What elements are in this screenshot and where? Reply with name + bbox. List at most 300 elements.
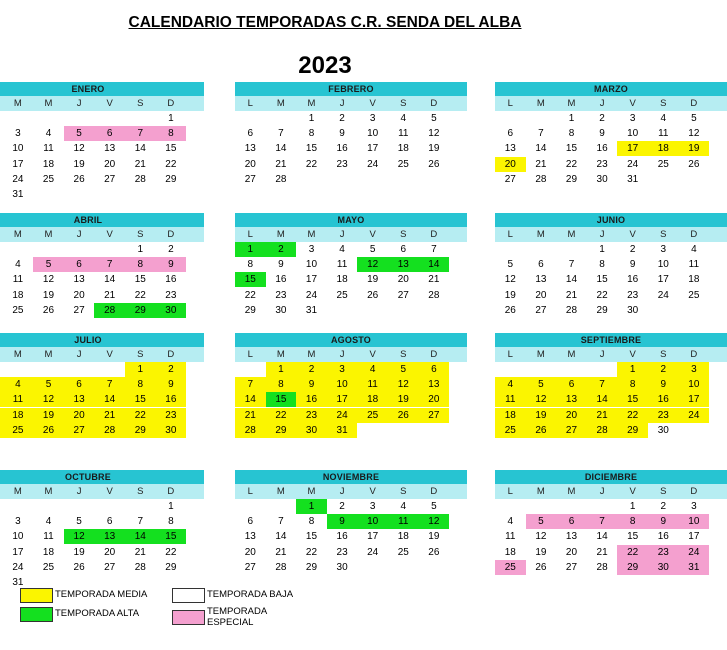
day-cell: 11 bbox=[658, 128, 669, 140]
day-cell: 30 bbox=[657, 424, 669, 436]
day-cell: 28 bbox=[565, 304, 578, 316]
weekday-label: J bbox=[76, 349, 82, 360]
day-cell: 27 bbox=[556, 423, 587, 438]
weekday-label: M bbox=[44, 229, 53, 240]
day-cell: 4 bbox=[507, 516, 514, 528]
day-cell: 21 bbox=[587, 408, 618, 423]
day-cell: 15 bbox=[156, 529, 187, 544]
day-cell: 30 bbox=[156, 303, 187, 318]
day-cell: 8 bbox=[247, 259, 254, 271]
day-cell: 11 bbox=[495, 392, 526, 407]
weekday-label: M bbox=[567, 486, 576, 497]
weekday-label: D bbox=[690, 486, 698, 497]
day-cell: 26 bbox=[428, 158, 440, 170]
day-cell: 1 bbox=[617, 362, 648, 377]
day-cell: 26 bbox=[535, 561, 547, 573]
day-cell: 1 bbox=[629, 501, 636, 512]
day-cell: 29 bbox=[125, 303, 156, 318]
day-cell: 12 bbox=[64, 529, 95, 544]
weekday-label: V bbox=[106, 349, 113, 360]
day-cell: 17 bbox=[657, 274, 669, 286]
day-cell: 20 bbox=[64, 408, 95, 423]
day-cell: 10 bbox=[305, 259, 318, 271]
day-cell: 28 bbox=[94, 303, 125, 318]
day-cell: 21 bbox=[235, 408, 266, 423]
day-cell: 26 bbox=[367, 289, 379, 301]
day-cell: 17 bbox=[12, 546, 24, 558]
weekday-label: M bbox=[536, 229, 545, 240]
day-cell: 22 bbox=[596, 289, 608, 301]
day-cell: 24 bbox=[327, 408, 358, 423]
day-cell: 31 bbox=[305, 304, 318, 316]
day-cell: 29 bbox=[244, 304, 256, 316]
weekday-label: S bbox=[137, 98, 144, 109]
day-cell: 17 bbox=[617, 141, 648, 156]
weekday-label: D bbox=[690, 349, 698, 360]
day-cell: 29 bbox=[125, 423, 156, 438]
day-cell: 25 bbox=[3, 423, 34, 438]
day-cell: 6 bbox=[94, 126, 125, 141]
day-cell: 25 bbox=[495, 423, 526, 438]
day-cell: 5 bbox=[76, 516, 82, 528]
day-cell: 14 bbox=[104, 274, 116, 286]
day-cell: 1 bbox=[168, 501, 174, 512]
month-header: DICIEMBRE bbox=[495, 470, 727, 484]
day-cell: 14 bbox=[275, 143, 287, 155]
day-cell: 7 bbox=[137, 516, 144, 528]
day-cell: 11 bbox=[505, 531, 516, 543]
day-cell: 1 bbox=[599, 244, 605, 255]
day-cell: 13 bbox=[244, 531, 256, 543]
day-cell: 13 bbox=[73, 274, 85, 286]
day-cell: 23 bbox=[296, 408, 327, 423]
day-cell: 17 bbox=[305, 274, 318, 286]
weekday-label: M bbox=[276, 349, 285, 360]
day-cell: 20 bbox=[244, 158, 256, 170]
day-cell: 21 bbox=[596, 546, 608, 558]
weekday-label: D bbox=[430, 98, 438, 109]
day-cell: 13 bbox=[419, 377, 450, 392]
day-cell: 5 bbox=[431, 501, 437, 512]
day-cell: 7 bbox=[278, 128, 284, 140]
day-cell: 28 bbox=[94, 423, 125, 438]
day-cell: 4 bbox=[691, 244, 697, 255]
weekday-label: V bbox=[106, 229, 113, 240]
day-cell: 23 bbox=[165, 289, 177, 301]
day-cell: 16 bbox=[596, 143, 608, 155]
day-cell: 17 bbox=[12, 158, 24, 170]
day-cell: 22 bbox=[165, 546, 177, 558]
day-cell: 19 bbox=[504, 289, 516, 301]
day-cell: 11 bbox=[43, 143, 54, 155]
day-cell: 8 bbox=[168, 516, 174, 528]
day-cell: 1 bbox=[266, 362, 297, 377]
weekday-label: V bbox=[106, 486, 113, 497]
day-cell: 27 bbox=[73, 304, 85, 316]
weekday-label: M bbox=[276, 229, 285, 240]
day-cell: 8 bbox=[125, 377, 156, 392]
weekday-label: D bbox=[167, 229, 175, 240]
weekday-label: L bbox=[247, 486, 253, 497]
day-cell: 21 bbox=[134, 546, 146, 558]
day-cell: 3 bbox=[308, 244, 315, 255]
day-cell: 18 bbox=[397, 143, 409, 155]
day-cell: 22 bbox=[165, 158, 177, 170]
day-cell: 6 bbox=[556, 514, 587, 529]
day-cell: 3 bbox=[327, 362, 358, 377]
weekday-label: M bbox=[536, 486, 545, 497]
day-cell: 30 bbox=[648, 560, 679, 575]
legend-swatch-alta bbox=[20, 607, 53, 622]
day-cell: 30 bbox=[596, 173, 608, 185]
day-cell: 6 bbox=[64, 377, 95, 392]
day-cell: 15 bbox=[617, 392, 648, 407]
legend-label-especial: TEMPORADA ESPECIAL bbox=[207, 606, 267, 628]
weekday-label: J bbox=[599, 349, 605, 360]
day-cell: 24 bbox=[367, 158, 379, 170]
weekday-label: D bbox=[167, 98, 175, 109]
day-cell: 21 bbox=[275, 158, 287, 170]
day-cell: 24 bbox=[12, 173, 24, 185]
day-cell: 4 bbox=[357, 362, 388, 377]
day-cell: 4 bbox=[15, 259, 21, 271]
day-cell: 2 bbox=[156, 362, 187, 377]
day-cell: 4 bbox=[45, 128, 52, 140]
day-cell: 24 bbox=[679, 545, 710, 560]
weekday-label: V bbox=[629, 98, 636, 109]
weekday-label: M bbox=[13, 349, 22, 360]
month-header: NOVIEMBRE bbox=[235, 470, 467, 484]
weekday-label: L bbox=[507, 98, 513, 109]
day-cell: 5 bbox=[431, 113, 437, 124]
day-cell: 18 bbox=[3, 408, 34, 423]
day-cell: 5 bbox=[369, 244, 376, 255]
day-cell: 14 bbox=[535, 143, 547, 155]
day-cell: 15 bbox=[266, 392, 297, 407]
day-cell: 21 bbox=[428, 274, 440, 286]
month-header: OCTUBRE bbox=[0, 470, 204, 484]
day-cell: 25 bbox=[12, 304, 24, 316]
day-cell: 18 bbox=[397, 531, 409, 543]
day-cell: 19 bbox=[42, 289, 55, 301]
weekday-label: M bbox=[13, 229, 22, 240]
day-cell: 9 bbox=[648, 514, 679, 529]
day-cell: 30 bbox=[275, 304, 287, 316]
day-cell: 19 bbox=[73, 546, 85, 558]
legend-item-especial bbox=[172, 607, 277, 628]
day-cell: 17 bbox=[679, 392, 710, 407]
day-cell: 12 bbox=[526, 392, 557, 407]
day-cell: 14 bbox=[565, 274, 578, 286]
weekday-label: V bbox=[369, 349, 376, 360]
day-cell: 8 bbox=[599, 259, 605, 271]
weekday-label: S bbox=[400, 486, 407, 497]
day-cell: 7 bbox=[94, 377, 125, 392]
month-header: MAYO bbox=[235, 213, 467, 227]
day-cell: 15 bbox=[565, 143, 578, 155]
weekday-label: J bbox=[339, 349, 345, 360]
day-cell: 28 bbox=[235, 423, 266, 438]
day-cell: 27 bbox=[397, 289, 409, 301]
day-cell: 28 bbox=[134, 561, 146, 573]
day-cell: 3 bbox=[679, 362, 710, 377]
weekday-label: D bbox=[430, 349, 438, 360]
weekday-label: M bbox=[276, 486, 285, 497]
weekday-label: S bbox=[137, 229, 144, 240]
day-cell: 19 bbox=[367, 274, 379, 286]
day-cell: 14 bbox=[94, 392, 125, 407]
day-cell: 19 bbox=[388, 392, 419, 407]
day-cell: 11 bbox=[388, 514, 419, 529]
empty-cell bbox=[679, 423, 710, 438]
weekday-label: M bbox=[44, 486, 53, 497]
day-cell: 7 bbox=[94, 257, 125, 272]
weekday-label: L bbox=[507, 229, 513, 240]
weekday-label: S bbox=[660, 229, 667, 240]
weekday-label: M bbox=[567, 98, 576, 109]
weekday-label: V bbox=[369, 486, 376, 497]
month-header: FEBRERO bbox=[235, 82, 467, 96]
day-cell: 2 bbox=[629, 244, 636, 255]
day-cell: 28 bbox=[596, 561, 608, 573]
day-cell: 29 bbox=[266, 423, 297, 438]
calendar-title-text: CALENDARIO TEMPORADAS C.R. SENDA DEL ALBA bbox=[128, 14, 522, 31]
day-cell: 19 bbox=[428, 143, 440, 155]
day-cell: 22 bbox=[134, 289, 146, 301]
day-cell: 2 bbox=[266, 242, 297, 257]
day-cell: 27 bbox=[244, 173, 256, 185]
weekday-label: D bbox=[167, 349, 175, 360]
weekday-label: S bbox=[400, 349, 407, 360]
day-cell: 7 bbox=[235, 377, 266, 392]
day-cell: 8 bbox=[156, 126, 187, 141]
day-cell: 24 bbox=[679, 408, 710, 423]
day-cell: 12 bbox=[42, 274, 55, 286]
day-cell: 15 bbox=[627, 531, 639, 543]
day-cell: 17 bbox=[688, 531, 700, 543]
day-cell: 26 bbox=[428, 546, 440, 558]
day-cell: 18 bbox=[495, 408, 526, 423]
day-cell: 11 bbox=[336, 259, 348, 271]
day-cell: 22 bbox=[617, 408, 648, 423]
day-cell: 16 bbox=[627, 274, 639, 286]
day-cell: 12 bbox=[73, 143, 85, 155]
weekday-label: L bbox=[247, 229, 253, 240]
calendar-year: 2023 bbox=[298, 52, 352, 79]
empty-cell bbox=[679, 303, 710, 318]
day-cell: 3 bbox=[15, 128, 21, 140]
day-cell: 6 bbox=[64, 257, 95, 272]
day-cell: 20 bbox=[397, 274, 409, 286]
day-cell: 26 bbox=[33, 423, 64, 438]
day-cell: 14 bbox=[587, 392, 618, 407]
day-cell: 20 bbox=[244, 546, 256, 558]
day-cell: 24 bbox=[657, 289, 669, 301]
day-cell: 15 bbox=[305, 531, 318, 543]
day-cell: 30 bbox=[627, 304, 639, 316]
weekday-label: L bbox=[247, 349, 253, 360]
day-cell: 3 bbox=[660, 244, 667, 255]
day-cell: 14 bbox=[596, 531, 608, 543]
day-cell: 19 bbox=[73, 158, 85, 170]
weekday-label: J bbox=[599, 98, 605, 109]
day-cell: 7 bbox=[568, 259, 575, 271]
day-cell: 2 bbox=[296, 362, 327, 377]
day-cell: 24 bbox=[305, 289, 318, 301]
day-cell: 12 bbox=[504, 274, 516, 286]
day-cell: 1 bbox=[235, 242, 266, 257]
day-cell: 12 bbox=[357, 257, 388, 272]
month-header: JUNIO bbox=[495, 213, 727, 227]
day-cell: 22 bbox=[617, 545, 648, 560]
day-cell: 2 bbox=[339, 501, 345, 512]
day-cell: 10 bbox=[367, 128, 379, 140]
day-cell: 8 bbox=[568, 128, 575, 140]
empty-cell bbox=[648, 303, 679, 318]
day-cell: 31 bbox=[327, 423, 358, 438]
day-cell: 18 bbox=[357, 392, 388, 407]
day-cell: 25 bbox=[336, 289, 348, 301]
day-cell: 11 bbox=[688, 259, 700, 271]
day-cell: 1 bbox=[308, 113, 315, 124]
day-cell: 23 bbox=[336, 546, 348, 558]
day-cell: 20 bbox=[565, 546, 578, 558]
legend-label-media: TEMPORADA MEDIA bbox=[55, 589, 148, 601]
day-cell: 12 bbox=[535, 531, 547, 543]
day-cell: 19 bbox=[535, 546, 547, 558]
day-cell: 24 bbox=[12, 561, 24, 573]
day-cell: 11 bbox=[43, 531, 54, 543]
day-cell: 14 bbox=[275, 531, 287, 543]
day-cell: 4 bbox=[660, 113, 667, 124]
day-cell: 14 bbox=[134, 143, 146, 155]
day-cell: 7 bbox=[587, 514, 618, 529]
day-cell: 16 bbox=[275, 274, 287, 286]
day-cell: 8 bbox=[266, 377, 297, 392]
weekday-label: S bbox=[400, 229, 407, 240]
day-cell: 9 bbox=[629, 259, 636, 271]
weekday-label: S bbox=[400, 98, 407, 109]
weekday-label: M bbox=[307, 98, 316, 109]
day-cell: 2 bbox=[168, 244, 174, 255]
day-cell: 1 bbox=[296, 499, 327, 514]
day-cell: 31 bbox=[627, 173, 639, 185]
weekday-label: J bbox=[76, 229, 82, 240]
day-cell: 20 bbox=[556, 408, 587, 423]
day-cell: 7 bbox=[125, 126, 156, 141]
empty-cell bbox=[679, 172, 710, 187]
day-cell: 16 bbox=[336, 143, 348, 155]
day-cell: 3 bbox=[369, 501, 376, 512]
day-cell: 5 bbox=[64, 126, 95, 141]
day-cell: 18 bbox=[504, 546, 516, 558]
day-cell: 5 bbox=[691, 113, 697, 124]
day-cell: 15 bbox=[134, 274, 146, 286]
day-cell: 10 bbox=[327, 377, 358, 392]
day-cell: 16 bbox=[156, 392, 187, 407]
day-cell: 30 bbox=[336, 561, 348, 573]
weekday-label: S bbox=[660, 486, 667, 497]
day-cell: 24 bbox=[367, 546, 379, 558]
day-cell: 24 bbox=[627, 158, 639, 170]
weekday-label: J bbox=[339, 229, 345, 240]
day-cell: 7 bbox=[587, 377, 618, 392]
day-cell: 16 bbox=[336, 531, 348, 543]
day-cell: 8 bbox=[308, 516, 315, 528]
day-cell: 6 bbox=[419, 362, 450, 377]
day-cell: 13 bbox=[388, 257, 419, 272]
day-cell: 15 bbox=[165, 143, 177, 155]
day-cell: 25 bbox=[495, 560, 526, 575]
day-cell: 31 bbox=[12, 188, 24, 200]
day-cell: 12 bbox=[688, 128, 700, 140]
weekday-label: D bbox=[430, 229, 438, 240]
weekday-label: M bbox=[536, 98, 545, 109]
day-cell: 26 bbox=[73, 561, 85, 573]
day-cell: 29 bbox=[165, 561, 177, 573]
day-cell: 15 bbox=[596, 274, 608, 286]
day-cell: 27 bbox=[565, 561, 578, 573]
day-cell: 23 bbox=[648, 545, 679, 560]
day-cell: 19 bbox=[33, 408, 64, 423]
month-header: SEPTIEMBRE bbox=[495, 333, 727, 347]
weekday-label: J bbox=[76, 486, 82, 497]
day-cell: 27 bbox=[535, 304, 547, 316]
day-cell: 7 bbox=[538, 128, 544, 140]
day-cell: 29 bbox=[617, 423, 648, 438]
weekday-label: S bbox=[660, 349, 667, 360]
weekday-label: V bbox=[629, 349, 636, 360]
day-cell: 4 bbox=[400, 501, 407, 512]
day-cell: 22 bbox=[125, 408, 156, 423]
day-cell: 12 bbox=[428, 128, 440, 140]
day-cell: 10 bbox=[657, 259, 669, 271]
day-cell: 25 bbox=[357, 408, 388, 423]
legend-item-media bbox=[20, 588, 147, 603]
day-cell: 4 bbox=[495, 377, 526, 392]
day-cell: 4 bbox=[339, 244, 345, 255]
month-header: MARZO bbox=[495, 82, 727, 96]
day-cell: 2 bbox=[648, 362, 679, 377]
day-cell: 28 bbox=[134, 173, 146, 185]
weekday-label: J bbox=[599, 229, 605, 240]
day-cell: 21 bbox=[535, 158, 547, 170]
day-cell: 22 bbox=[305, 546, 318, 558]
day-cell: 16 bbox=[657, 531, 669, 543]
day-cell: 16 bbox=[165, 274, 177, 286]
day-cell: 5 bbox=[526, 377, 557, 392]
day-cell: 8 bbox=[308, 128, 315, 140]
day-cell: 21 bbox=[565, 289, 578, 301]
day-cell: 6 bbox=[247, 516, 254, 528]
day-cell: 26 bbox=[526, 423, 557, 438]
day-cell: 30 bbox=[156, 423, 187, 438]
day-cell: 6 bbox=[106, 516, 113, 528]
day-cell: 25 bbox=[397, 546, 409, 558]
empty-cell bbox=[648, 172, 679, 187]
day-cell: 10 bbox=[357, 514, 388, 529]
day-cell: 18 bbox=[688, 274, 700, 286]
day-cell: 25 bbox=[688, 289, 700, 301]
day-cell: 12 bbox=[388, 377, 419, 392]
day-cell: 20 bbox=[104, 546, 116, 558]
day-cell: 23 bbox=[336, 158, 348, 170]
day-cell: 16 bbox=[648, 392, 679, 407]
day-cell: 8 bbox=[617, 514, 648, 529]
legend-item-alta bbox=[20, 607, 139, 622]
day-cell: 10 bbox=[12, 143, 24, 155]
weekday-label: M bbox=[567, 349, 576, 360]
